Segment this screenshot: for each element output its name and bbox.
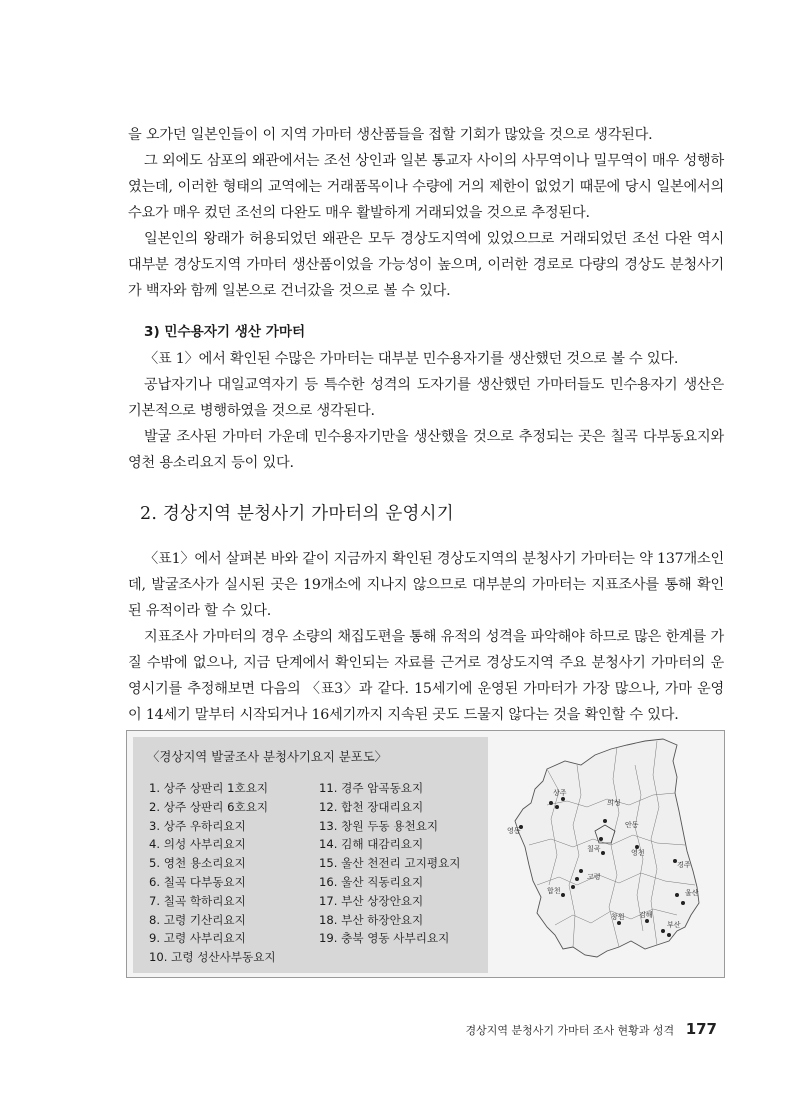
legend-item: 4. 의성 사부리요지 — [149, 837, 246, 852]
legend-item: 12. 합천 장대리요지 — [319, 799, 424, 814]
site-marker — [599, 837, 603, 841]
map-label-goryeong: 고령 — [587, 873, 601, 881]
paragraph-civilian-production: 〈표 1〉에서 확인된 수많은 가마터는 대부분 민수용자기를 생산했던 것으로 볼 수 있다. — [144, 351, 679, 367]
legend-item: 1. 상주 상판리 1호요지 — [149, 781, 269, 795]
legend-panel — [133, 737, 488, 973]
gyeongsang-region-map — [507, 735, 719, 973]
page-footer — [465, 1020, 717, 1038]
map-label-sangju: 상주 — [553, 789, 567, 797]
page-number: 177 — [685, 1020, 717, 1038]
site-marker — [667, 933, 671, 937]
legend-column-2 — [319, 779, 461, 948]
paragraph-operation-period: 지표조사 가마터의 경우 소량의 채집도편을 통해 유적의 성격을 파악해야 하므로 많은 한계를 가질 수밖에 없으나, 지금 단계에서 확인되는 자료를 근거로 경상도지역 주요 분청사기 가마터의 운영시기를 추정해보면 다음의 〈표3〉과 같다. 15세기에 운영된 가마터가 가장 많으나, 가마 운영이 14세기 말부터 시작되거나 16세기까지 지속된 곳도 드물지 않다는 것을 확인할 수 있다. — [128, 629, 724, 723]
subheading-civilian-kilns: 3) 민수용자기 생산 가마터 — [144, 324, 306, 340]
map-label-gyeongju: 경주 — [677, 861, 691, 869]
map-label-gimhae: 김해 — [639, 911, 653, 919]
legend-item: 10. 고령 성산사부동요지 — [149, 950, 276, 965]
map-label-busan: 부산 — [667, 921, 681, 929]
kiln-distribution-figure — [126, 730, 725, 978]
legend-item: 11. 경주 암곡동요지 — [319, 781, 424, 795]
paragraph-kiln-count: 〈표1〉에서 살펴본 바와 같이 지금까지 확인된 경상도지역의 분청사기 가마터는 약 137개소인데, 발굴조사가 실시된 곳은 19개소에 지나지 않으므로 대부분의 가마터는 지표조사를 통해 확인된 유적이라 할 수 있다. — [128, 551, 724, 619]
site-marker — [561, 893, 565, 897]
map-label-yeongdong: 영동 — [507, 827, 521, 835]
legend-item: 19. 충북 영동 사부리요지 — [319, 931, 450, 946]
legend-item: 2. 상주 상판리 6호요지 — [149, 799, 269, 814]
site-marker — [617, 921, 621, 925]
paragraph-excavated-sites: 발굴 조사된 가마터 가운데 민수용자기만을 생산했을 것으로 추정되는 곳은 칠곡 다부동요지와 영천 용소리요지 등이 있다. — [128, 429, 724, 471]
legend-item: 13. 창원 두동 용천요지 — [319, 818, 439, 833]
legend-item: 8. 고령 기산리요지 — [149, 912, 246, 927]
paragraph-waegwan-trade: 그 외에도 삼포의 왜관에서는 조선 상인과 일본 통교자 사이의 사무역이나 밀무역이 매우 성행하였는데, 이러한 형태의 교역에는 거래품목이나 수량에 거의 제한이 없었기 때문에 당시 일본에서의 수요가 매우 컸던 조선의 다완도 매우 활발하게 거래되었을 것으로 추정된다. — [128, 153, 724, 221]
map-label-hapcheon: 합천 — [547, 887, 561, 895]
legend-item: 9. 고령 사부리요지 — [149, 931, 246, 946]
section-title: 2. 경상지역 분청사기 가마터의 운영시기 — [140, 504, 454, 524]
legend-column-1 — [149, 779, 276, 967]
legend-item: 18. 부산 하장안요지 — [319, 912, 424, 927]
map-label-andong: 안동 — [625, 821, 639, 829]
legend-item: 15. 울산 천전리 고지평요지 — [319, 856, 461, 871]
map-label-ulsan: 울산 — [685, 889, 699, 897]
legend-item: 17. 부산 상장안요지 — [319, 893, 424, 908]
legend-item: 7. 칠곡 학하리요지 — [149, 893, 246, 908]
site-marker — [661, 929, 665, 933]
legend-item: 16. 울산 직동리요지 — [319, 874, 424, 889]
site-marker — [561, 797, 565, 801]
map-label-changwon: 창원 — [611, 913, 625, 921]
site-marker — [601, 851, 605, 855]
legend-item: 5. 영천 용소리요지 — [149, 856, 246, 871]
paragraph-continuation: 을 오가던 일본인들이 이 지역 가마터 생산품들을 접할 기회가 많았을 것으로 생각된다. — [128, 127, 653, 143]
legend-item: 3. 상주 우하리요지 — [149, 818, 246, 833]
legend-item: 14. 김해 대감리요지 — [319, 837, 424, 852]
site-marker — [681, 901, 685, 905]
map-label-yeongcheon: 영천 — [631, 849, 645, 857]
paragraph-parallel-production: 공납자기나 대일교역자기 등 특수한 성격의 도자기를 생산했던 가마터들도 민수용자기 생산은 기본적으로 병행하였을 것으로 생각된다. — [128, 377, 724, 419]
site-marker — [603, 819, 607, 823]
map-label-chilgok: 칠곡 — [587, 845, 601, 853]
site-marker — [645, 919, 649, 923]
site-marker — [555, 805, 559, 809]
map-label-uiseong: 의성 — [607, 799, 621, 807]
site-marker — [675, 893, 679, 897]
site-marker — [579, 869, 583, 873]
legend-item: 6. 칠곡 다부동요지 — [149, 874, 246, 889]
site-marker — [575, 877, 579, 881]
running-title: 경상지역 분청사기 가마터 조사 현황과 성격 — [465, 1024, 675, 1037]
paragraph-gyeongsang-exports: 일본인의 왕래가 허용되었던 왜관은 모두 경상도지역에 있었으므로 거래되었던 조선 다완 역시 대부분 경상도지역 가마터 생산품이었을 가능성이 높으며, 이러한 경로로 다량의 경상도 분청사기가 백자와 함께 일본으로 건너갔을 것으로 볼 수 있다. — [128, 231, 724, 299]
site-marker — [571, 885, 575, 889]
site-marker — [549, 801, 553, 805]
figure-title: 〈경상지역 발굴조사 분청사기요지 분포도〉 — [147, 749, 388, 764]
